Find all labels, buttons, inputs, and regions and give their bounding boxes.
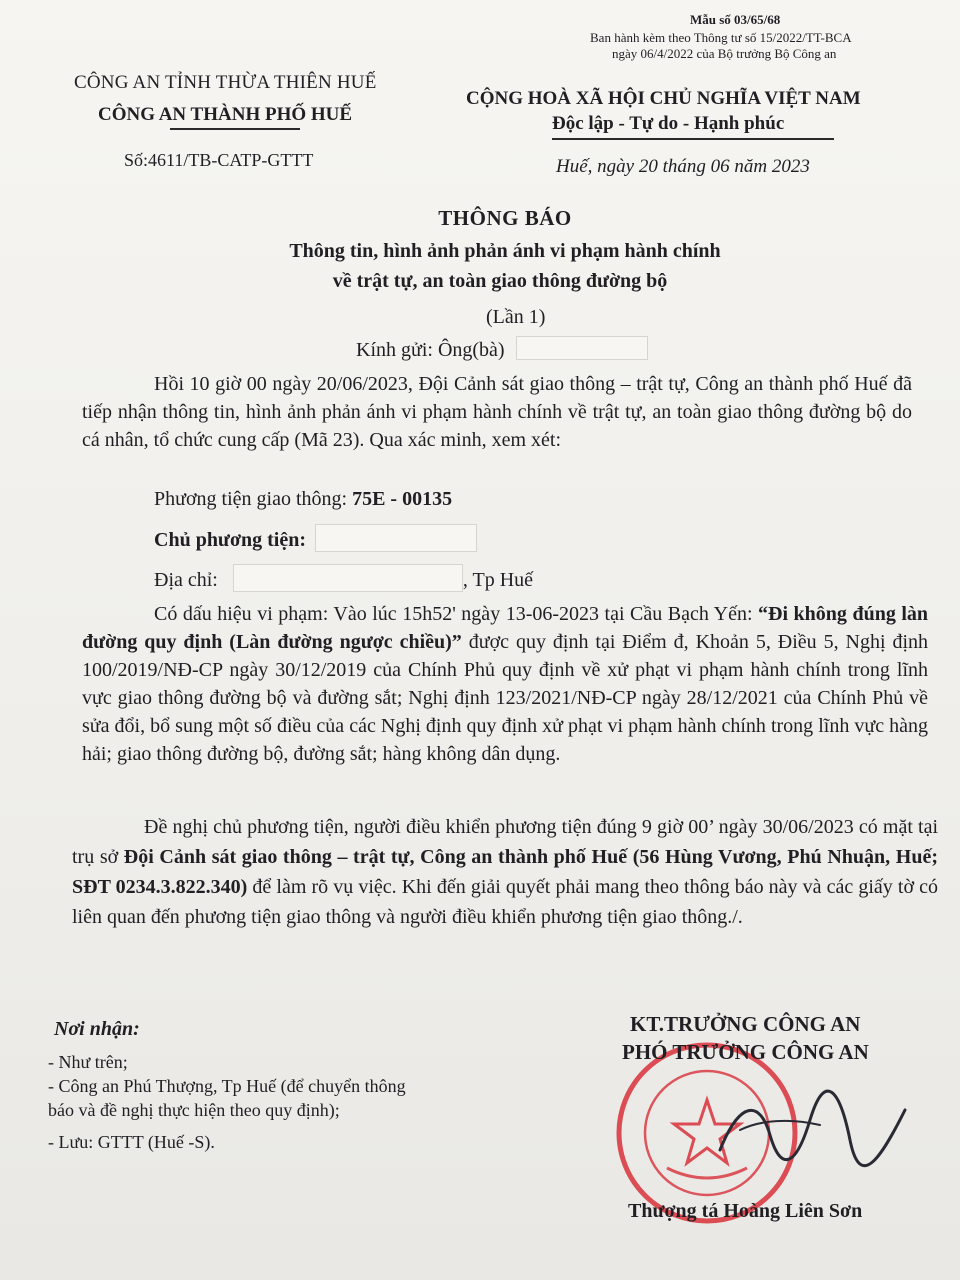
violation-intro: Có dấu hiệu vi phạm: Vào lúc 15h52' ngày 13-06-2023 tại Cầu Bạch Yến:	[154, 603, 759, 625]
document-number: Số:4611/TB-CATP-GTTT	[124, 150, 314, 170]
recipient-line	[356, 336, 648, 362]
signer-title-1: KT.TRƯỞNG CÔNG AN	[630, 1012, 861, 1036]
handwritten-signature	[700, 1080, 920, 1180]
redacted-address	[233, 564, 463, 592]
signer-name: Thượng tá Hoàng Liên Sơn	[628, 1200, 863, 1222]
paragraph-summons	[72, 812, 938, 932]
address-city: , Tp Huế	[462, 569, 534, 591]
redacted-name	[516, 336, 648, 360]
document-subtitle-1: Thông tin, hình ảnh phản ánh vi phạm hành chính	[289, 240, 721, 262]
recipient-item-3: - Lưu: GTTT (Huế -S).	[48, 1132, 215, 1152]
address-label: Địa chỉ:	[154, 569, 218, 591]
attempt-number: (Lần 1)	[486, 306, 546, 328]
form-number: Mẫu số 03/65/68	[690, 12, 781, 27]
recipient-label: Kính gửi: Ông(bà)	[356, 339, 505, 361]
recipient-item-2-cont: báo và đề nghị thực hiện theo quy định);	[48, 1100, 340, 1120]
agency-name: CÔNG AN THÀNH PHỐ HUẾ	[98, 104, 353, 125]
nation-name: CỘNG HOÀ XÃ HỘI CHỦ NGHĨA VIỆT NAM	[466, 88, 861, 109]
address-line	[154, 564, 533, 592]
recipient-item-1: - Như trên;	[48, 1052, 128, 1072]
agency-underline	[170, 128, 300, 130]
owner-label: Chủ phương tiện:	[154, 529, 307, 551]
paragraph-intro: Hồi 10 giờ 00 ngày 20/06/2023, Đội Cảnh sát giao thông – trật tự, Công an thành phố Huế đã tiếp nhận thông tin, hình ảnh phản ánh vi phạm hành chính về trật tự, an toàn giao thông đường bộ do cá nhân, tổ chức cung cấp (Mã 23). Qua xác minh, xem xét:	[82, 373, 912, 451]
owner-line	[154, 524, 477, 552]
form-reference-line2: ngày 06/4/2022 của Bộ trưởng Bộ Công an	[612, 46, 837, 61]
violation-description: “Đi không đúng làn đường quy định (Làn đường ngược chiều)”	[82, 603, 929, 653]
summons-intro: Đề nghị chủ phương tiện, người điều khiển phương tiện đúng 9 giờ 00’ ngày 30/06/2023 có mặt tại trụ sở	[72, 816, 938, 868]
recipients-heading: Nơi nhận:	[54, 1018, 140, 1040]
document-title: THÔNG BÁO	[438, 206, 572, 230]
summons-rest: để làm rõ vụ việc. Khi đến giải quyết phải mang theo thông báo này và các giấy tờ có liên quan đến phương tiện giao thông và người điều khiển phương tiện giao thông./.	[72, 876, 938, 928]
signer-title-2: PHÓ TRƯỞNG CÔNG AN	[622, 1040, 869, 1064]
form-reference-line1: Ban hành kèm theo Thông tư số 15/2022/TT-BCA	[590, 30, 852, 45]
summons-place: Đội Cảnh sát giao thông – trật tự, Công an thành phố Huế (56 Hùng Vương, Phú Nhuận, Huế; SĐT 0234.3.822.340)	[72, 846, 938, 898]
recipient-item-2: - Công an Phú Thượng, Tp Huế (để chuyển thông	[48, 1076, 406, 1096]
national-motto: Độc lập - Tự do - Hạnh phúc	[552, 113, 785, 134]
paragraph-violation	[82, 600, 928, 768]
document-subtitle-2: về trật tự, an toàn giao thông đường bộ	[332, 270, 668, 292]
violation-legal-basis: được quy định tại Điểm đ, Khoản 5, Điều 5, Nghị định 100/2019/NĐ-CP ngày 30/12/2019 của Chính Phủ quy định về xử phạt vi phạm hành chính trong lĩnh vực giao thông đường bộ và đường sắt; Nghị định 123/2021/NĐ-CP ngày 28/12/2021 của Chính Phủ về sửa đổi, bổ sung một số điều của các Nghị định quy định xử phạt vi phạm hành chính trong lĩnh vực hàng hải; giao thông đường bộ, đường sắt; hàng không dân dụng.	[82, 631, 928, 765]
vehicle-plate: 75E - 00135	[352, 488, 453, 510]
redacted-owner	[315, 524, 477, 552]
vehicle-line	[154, 488, 452, 511]
date-line: Huế, ngày 20 tháng 06 năm 2023	[556, 156, 810, 177]
agency-parent: CÔNG AN TỈNH THỪA THIÊN HUẾ	[74, 72, 377, 93]
vehicle-label: Phương tiện giao thông:	[154, 488, 353, 510]
motto-underline	[552, 138, 834, 140]
